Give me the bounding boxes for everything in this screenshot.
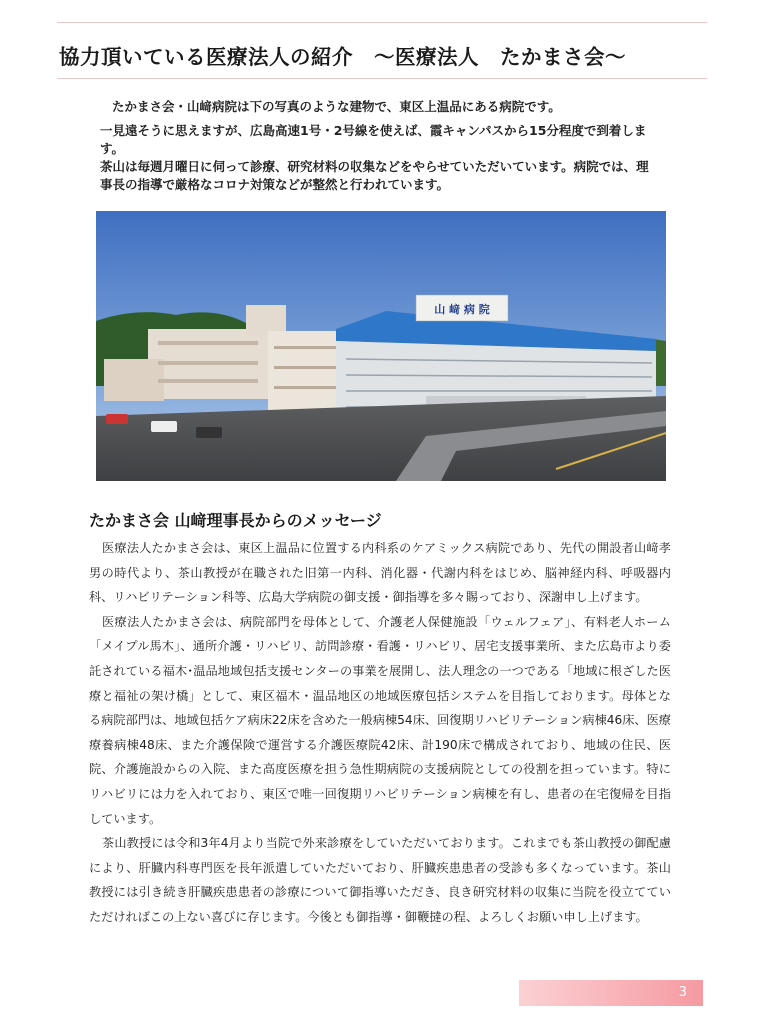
top-rule: [57, 22, 707, 23]
message-paragraph-2: 医療法人たかまさ会は、病院部門を母体として、介護老人保健施設「ウェルフェア」、有料老人ホーム「メイプル馬木」、通所介護・リハビリ、訪問診療・看護・リハビリ、居宅支援事業所、また広島市より委託されている福木･温品地域包括支援センターの事業を展開し、法人理念の一つである「地域に根ざした医療と福祉の架け橋」として、東区福木・温品地区の地域医療包括システムを目指しております。母体となる病院部門は、地域包括ケア病床22床を含めた一般病棟54床、回復期リハビリテーション病棟46床、医療療養病棟48床、また介護保険で運営する介護医療院42床、計190床で構成されており、地域の住民、医院、介護施設からの入院、また高度医療を担う急性期病院の支援病院としての役割を担っています。特にリハビリには力を入れており、東区で唯一回復期リハビリテーション病棟を有し、患者の在宅復帰を目指しています。: [89, 614, 671, 826]
building-sign: 山 﨑 病 院: [434, 303, 490, 316]
intro-section: [100, 98, 660, 194]
message-paragraph-1: 医療法人たかまさ会は、東区上温品に位置する内科系のケアミックス病院であり、先代の開設者山﨑孝男の時代より、茶山教授が在職された旧第一内科、消化器・代謝内科をはじめ、脳神経内科、呼吸器内科、リハビリテーション科等、広島大学病院の御支援・御指導を多々賜っており、深謝申し上げます。: [89, 541, 671, 605]
message-heading: たかまさ会 山﨑理事長からのメッセージ: [89, 511, 382, 530]
page-number: 3: [678, 985, 687, 1000]
title-underline: [57, 78, 707, 79]
message-body: [89, 536, 671, 930]
intro-line-1: たかまさ会・山﨑病院は下の写真のような建物で、東区上温品にある病院です。: [112, 99, 561, 114]
intro-line-2: 一見遠そうに思えますが、広島高速1号・2号線を使えば、霞キャンパスから15分程度で到着します。: [100, 123, 647, 156]
page-number-bar: [519, 980, 703, 1006]
message-paragraph-3: 茶山教授には令和3年4月より当院で外来診療をしていただいております。これまでも茶山教授の御配慮により、肝臓内科専門医を長年派遣していただいており、肝臓疾患患者の受診も多くなっています。茶山教授には引き続き肝臓疾患患者の診療について御指導いただき、良き研究材料の収集に当院を役立てていただければこの上ない喜びに存じます。今後とも御指導・御鞭撻の程、よろしくお願い申し上げます。: [89, 836, 671, 924]
intro-line-3: 茶山は毎週月曜日に伺って診療、研究材料の収集などをやらせていただいています。病院では、理事長の指導で厳格なコロナ対策などが整然と行われています。: [100, 159, 649, 192]
page-title: 協力頂いている医療法人の紹介 ～医療法人 たかまさ会～: [59, 45, 626, 69]
hospital-photo: [96, 211, 666, 481]
